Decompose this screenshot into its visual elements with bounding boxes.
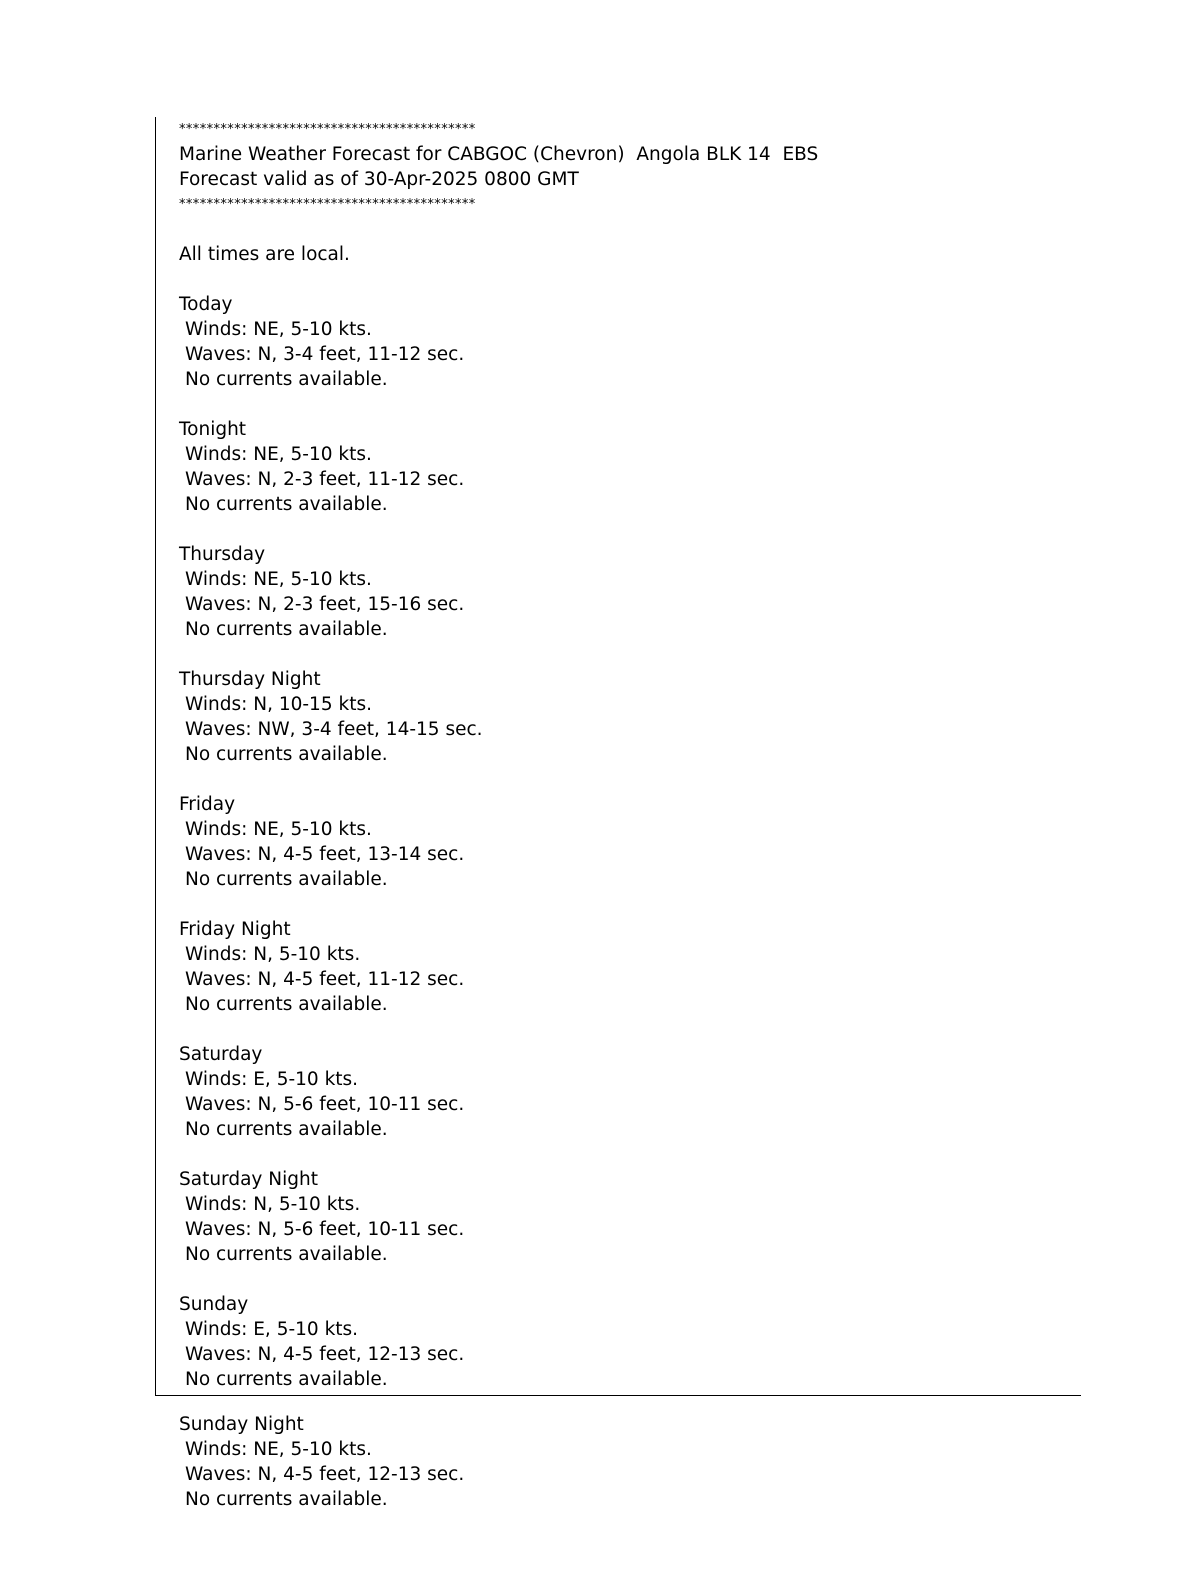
spacer [179,392,1059,417]
period-currents: No currents available. [185,1369,388,1390]
spacer [179,217,1059,242]
forecast-period [179,917,1059,1042]
period-winds: Winds: NE, 5-10 kts. [185,319,372,340]
forecast-period [179,1167,1059,1292]
period-name: Friday [179,794,236,815]
frame-left-border [155,117,156,1395]
spacer [179,892,1059,917]
period-winds: Winds: NE, 5-10 kts. [185,1439,372,1460]
spacer [179,1267,1059,1292]
period-name: Sunday [179,1294,249,1315]
period-winds: Winds: N, 5-10 kts. [185,1194,361,1215]
period-winds: Winds: E, 5-10 kts. [185,1069,359,1090]
period-name: Thursday [179,544,266,565]
period-currents: No currents available. [185,1244,388,1265]
period-waves: Waves: N, 5-6 feet, 10-11 sec. [185,1219,465,1240]
forecast-period [179,292,1059,417]
period-waves: Waves: N, 4-5 feet, 11-12 sec. [185,969,465,990]
spacer [179,642,1059,667]
spacer [179,1017,1059,1042]
spacer [179,1142,1059,1167]
forecast-period [179,1042,1059,1167]
period-waves: Waves: N, 4-5 feet, 12-13 sec. [185,1464,465,1485]
period-currents: No currents available. [185,869,388,890]
period-name: Sunday Night [179,1414,304,1435]
period-currents: No currents available. [185,1489,388,1510]
forecast-block-continued [179,1412,1059,1512]
forecast-period [179,792,1059,917]
period-waves: Waves: N, 4-5 feet, 12-13 sec. [185,1344,465,1365]
period-currents: No currents available. [185,1119,388,1140]
period-waves: Waves: N, 2-3 feet, 11-12 sec. [185,469,465,490]
period-winds: Winds: N, 10-15 kts. [185,694,372,715]
forecast-period [179,667,1059,792]
forecast-valid-time: Forecast valid as of 30-Apr-2025 0800 GMT [179,169,579,190]
forecast-title: Marine Weather Forecast for CABGOC (Chevron) Angola BLK 14 EBS [179,144,819,165]
header-stars-bottom: ******************************************* [179,197,476,212]
period-currents: No currents available. [185,369,388,390]
frame-bottom-border [155,1395,1081,1396]
period-winds: Winds: NE, 5-10 kts. [185,819,372,840]
period-waves: Waves: N, 2-3 feet, 15-16 sec. [185,594,465,615]
spacer [179,267,1059,292]
period-winds: Winds: NE, 5-10 kts. [185,569,372,590]
period-name: Today [179,294,233,315]
spacer [179,517,1059,542]
forecast-block [179,117,1059,1392]
forecast-period [179,1412,1059,1512]
period-name: Friday Night [179,919,291,940]
period-currents: No currents available. [185,994,388,1015]
period-winds: Winds: N, 5-10 kts. [185,944,361,965]
period-currents: No currents available. [185,494,388,515]
header-stars-top: ******************************************* [179,122,476,137]
forecast-period [179,542,1059,667]
spacer [179,767,1059,792]
forecast-period [179,1292,1059,1392]
period-winds: Winds: NE, 5-10 kts. [185,444,372,465]
period-waves: Waves: N, 4-5 feet, 13-14 sec. [185,844,465,865]
period-waves: Waves: N, 5-6 feet, 10-11 sec. [185,1094,465,1115]
forecast-period [179,417,1059,542]
period-waves: Waves: NW, 3-4 feet, 14-15 sec. [185,719,483,740]
period-currents: No currents available. [185,619,388,640]
period-winds: Winds: E, 5-10 kts. [185,1319,359,1340]
period-currents: No currents available. [185,744,388,765]
period-name: Thursday Night [179,669,321,690]
period-waves: Waves: N, 3-4 feet, 11-12 sec. [185,344,465,365]
period-name: Saturday Night [179,1169,318,1190]
period-name: Tonight [179,419,247,440]
time-note: All times are local. [179,244,350,265]
period-name: Saturday [179,1044,263,1065]
